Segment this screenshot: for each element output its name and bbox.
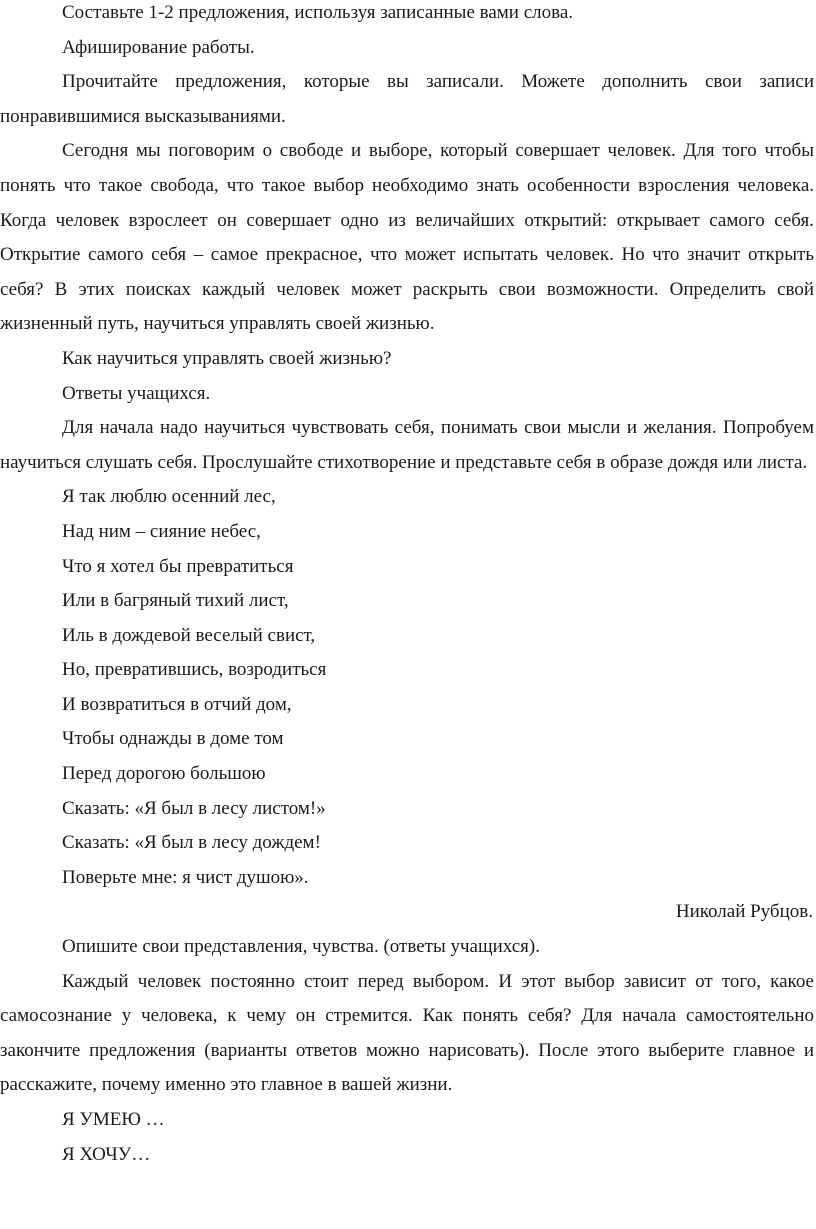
paragraph-student-answers: Ответы учащихся. <box>62 382 211 404</box>
prompt-i-can: Я УМЕЮ … <box>62 1109 165 1130</box>
prompt-i-want: Я ХОЧУ… <box>62 1143 151 1165</box>
poem-line: Что я хотел бы превратиться <box>62 555 294 577</box>
poem-line: Перед дорогою большою <box>62 763 266 785</box>
poem-line: Над ним – сияние небес, <box>62 520 261 542</box>
paragraph-describe-feelings: Опишите свои представления, чувства. (ответы учащихся). <box>62 936 540 958</box>
poem-line: Чтобы однажды в доме том <box>62 728 284 750</box>
poem <box>0 480 814 895</box>
paragraph-posting-work: Афиширование работы. <box>62 36 255 58</box>
poem-line: Сказать: «Я был в лесу листом!» <box>62 797 326 819</box>
paragraph-read-sentences: Прочитайте предложения, которые вы записали. Можете дополнить свои записи понравившимися высказываниями. <box>0 71 814 127</box>
poem-line: Но, превратившись, возродиться <box>62 659 327 681</box>
poem-line: Иль в дождевой веселый свист, <box>62 624 316 646</box>
poem-line: Поверьте мне: я чист душою». <box>62 866 309 888</box>
poem-line: Сказать: «Я был в лесу дождем! <box>62 832 321 854</box>
paragraph-choice: Каждый человек постоянно стоит перед выбором. И этот выбор зависит от того, какое самосознание у человека, к чему он стремится. Как понять себя? Для начала самостоятельно закончите предложения (варианты ответов можно нарисовать). После этого выберите главное и расскажите, почему именно это главное в вашей жизни. <box>0 970 814 1096</box>
paragraph-question-manage-life: Как научиться управлять своей жизнью? <box>62 347 392 369</box>
poem-line: Я так люблю осенний лес, <box>62 486 276 508</box>
paragraph-freedom-choice: Сегодня мы поговорим о свободе и выборе, который совершает человек. Для того чтобы понять что такое свобода, что такое выбор необходимо знать особенности взросления человека. Когда человек взрослеет он совершает одно из величайших открытий: открывает самого себя. Открытие самого себя – самое прекрасное, что может испытать человек. Но что значит открыть себя? В этих поисках каждый человек может раскрыть свои возможности. Определить свой жизненный путь, научиться управлять своей жизнью. <box>0 140 814 335</box>
poem-line: Или в багряный тихий лист, <box>62 590 289 612</box>
paragraph-compose-sentences: Составьте 1-2 предложения, используя записанные вами слова. <box>62 2 574 23</box>
poem-line: И возвратиться в отчий дом, <box>62 693 292 715</box>
poem-author: Николай Рубцов. <box>675 901 813 923</box>
paragraph-listen-poem: Для начала надо научиться чувствовать себя, понимать свои мысли и желания. Попробуем научиться слушать себя. Прослушайте стихотворение и представьте себя в образе дождя или листа. <box>0 417 814 473</box>
